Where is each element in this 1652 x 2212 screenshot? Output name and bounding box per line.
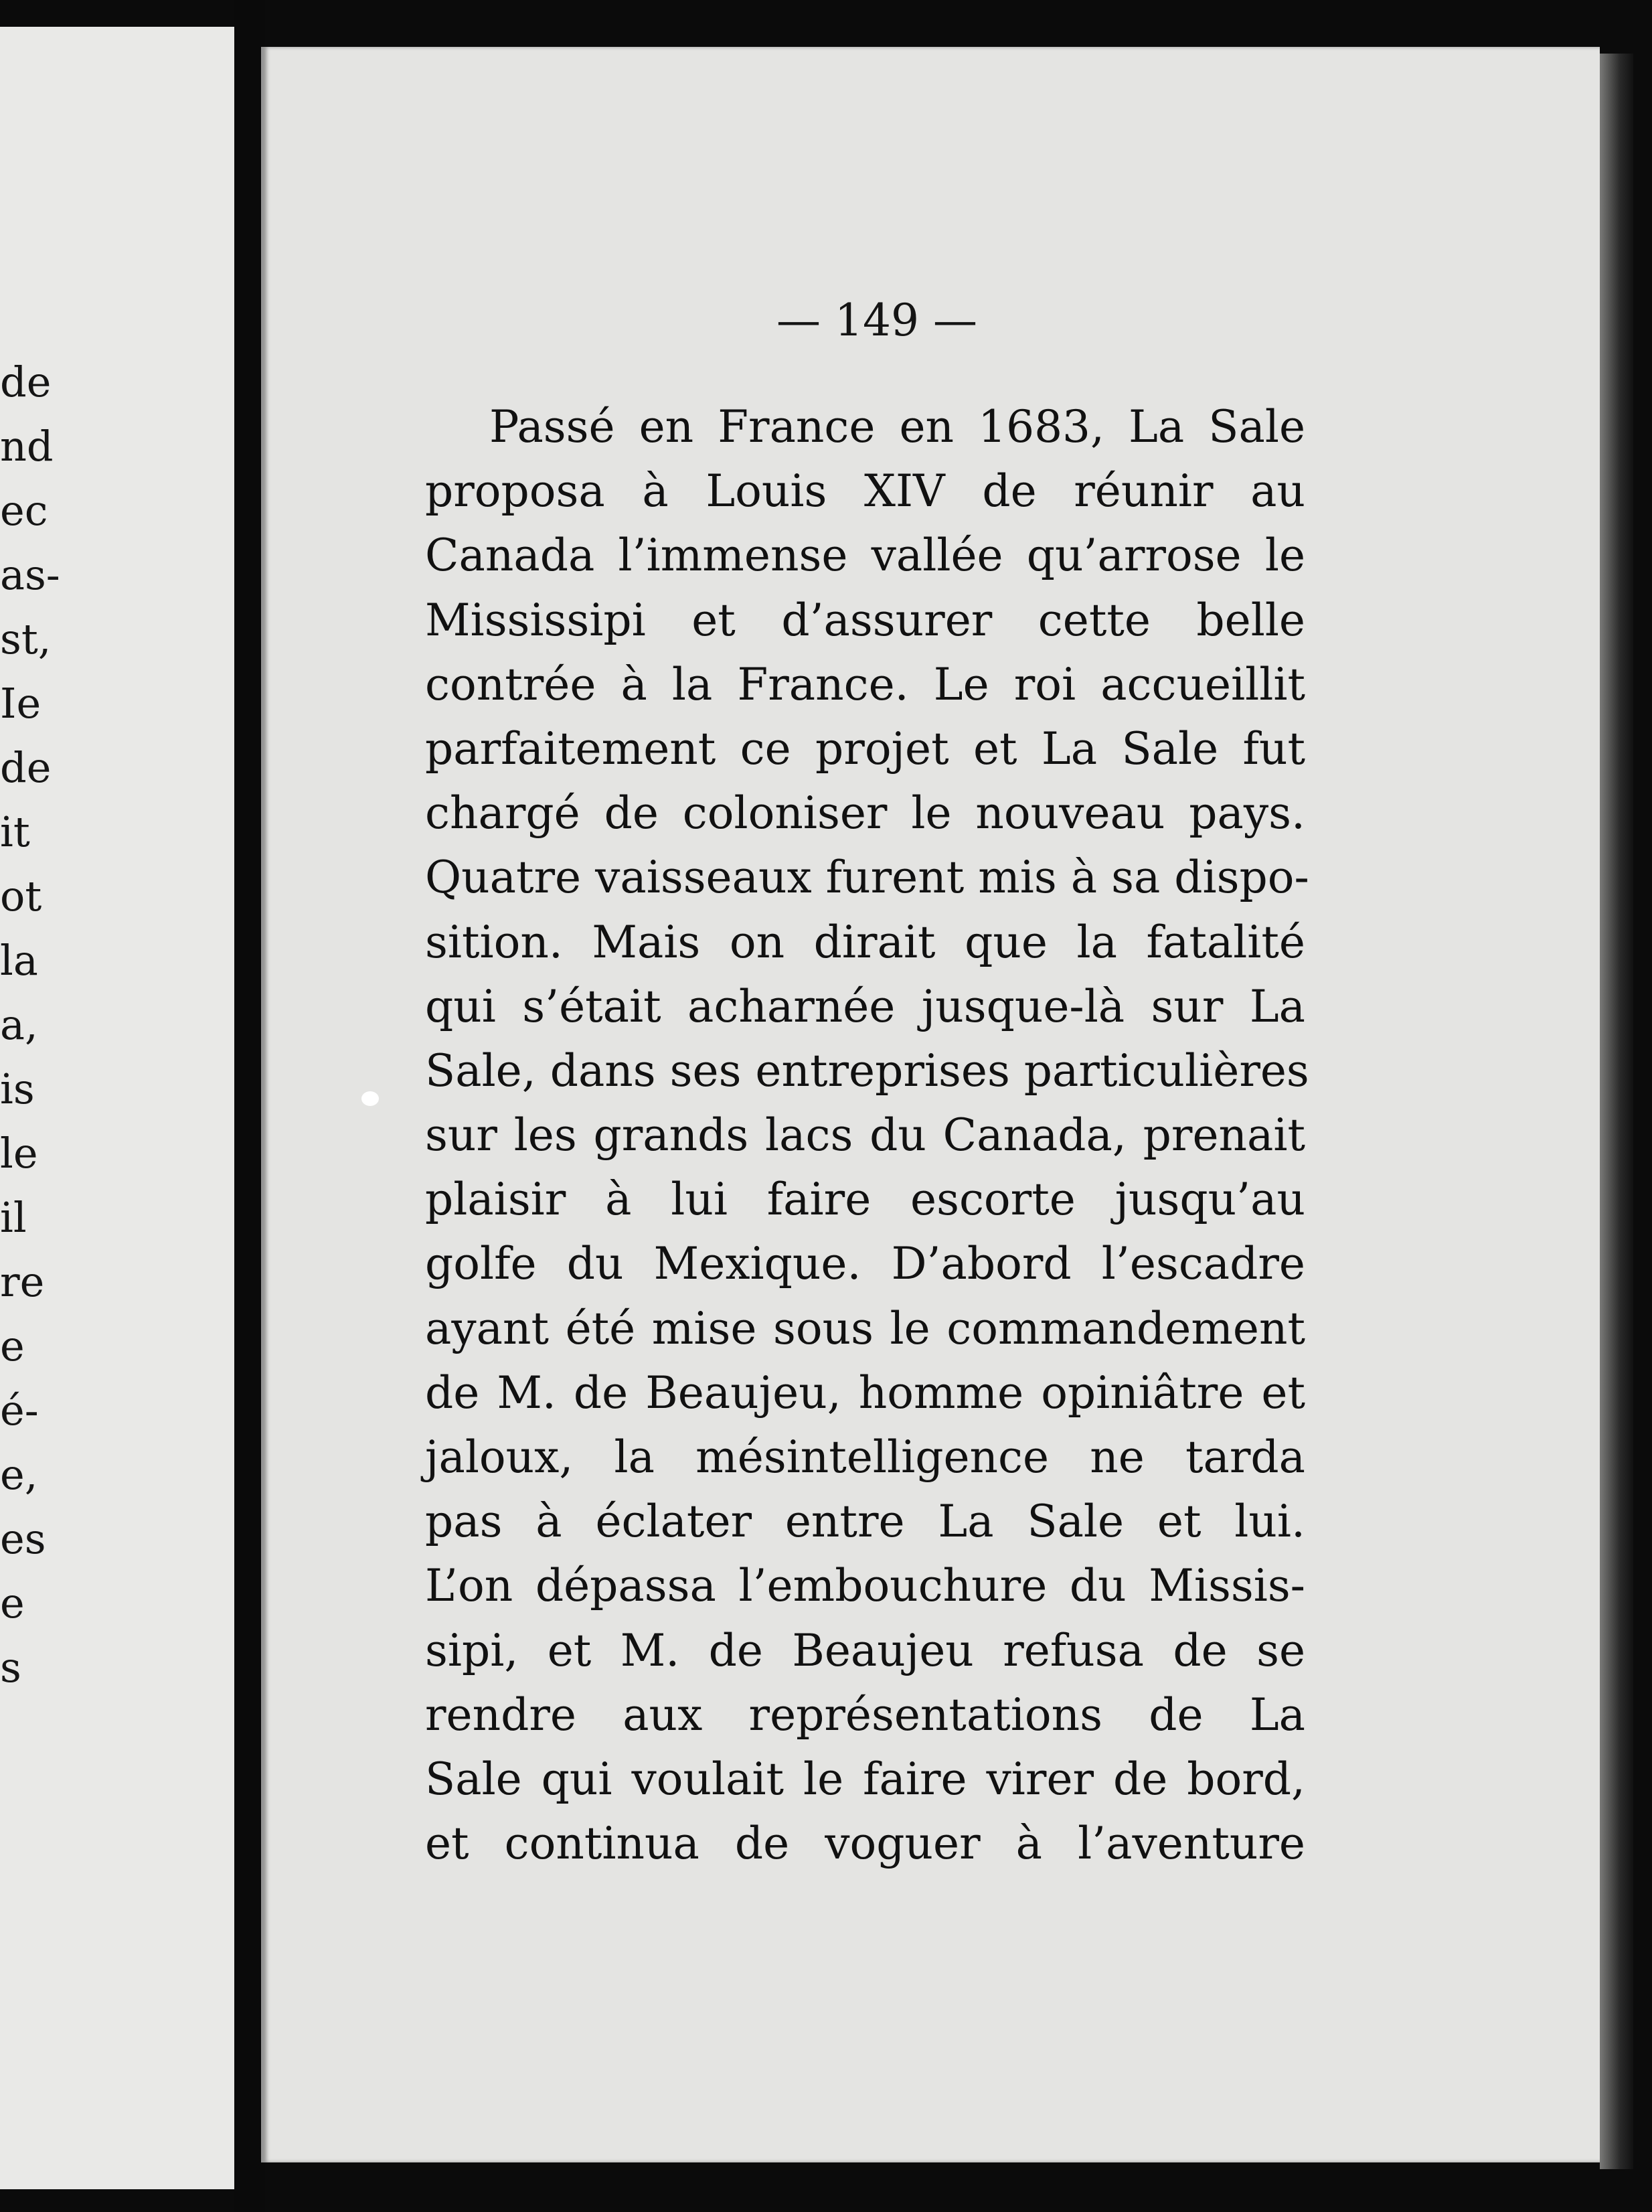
scan-speck (361, 1091, 379, 1106)
left-page-fragment: é- (0, 1386, 39, 1435)
body-text (425, 395, 1309, 1876)
left-page-fragment: it (0, 807, 30, 856)
text-line: rendre aux représentations de La (425, 1688, 1305, 1741)
left-page-fragment: e (0, 1322, 25, 1370)
left-page-fragment: re (0, 1257, 45, 1306)
text-line: qui s’était acharnée jusque-là sur La (425, 980, 1305, 1032)
text-line: L’on dépassa l’embouchure du Missis- (425, 1560, 1305, 1612)
text-line: contrée à la France. Le roi accueillit (425, 658, 1305, 710)
left-page-fragment: ot (0, 872, 42, 921)
page-number: — 149 — (776, 295, 977, 346)
text-line: sipi, et M. de Beaujeu refusa de se (425, 1624, 1305, 1676)
page-edge (1600, 54, 1633, 2169)
left-facing-page (0, 27, 234, 2189)
text-line: proposa à Louis XIV de réunir au (425, 465, 1305, 518)
left-page-fragment: Ie (0, 679, 42, 728)
text-line: Canada l’immense vallée qu’arrose le (425, 530, 1305, 582)
left-page-fragment: de (0, 358, 52, 406)
left-page-fragment: a, (0, 1000, 38, 1049)
text-line: parfaitement ce projet et La Sale fut (425, 722, 1305, 775)
text-line: Quatre vaisseaux furent mis à sa dispo- (425, 852, 1309, 904)
left-page-fragment: st, (0, 615, 52, 663)
text-line: Sale qui voulait le faire virer de bord, (425, 1753, 1305, 1805)
text-line: Sale, dans ses entreprises particulières (425, 1044, 1309, 1097)
left-page-fragment: e (0, 1579, 25, 1628)
left-page-fragment: is (0, 1064, 35, 1113)
left-page-fragment: as- (0, 550, 60, 599)
text-line: plaisir à lui faire escorte jusqu’au (425, 1174, 1305, 1226)
text-line: pas à éclater entre La Sale et lui. (425, 1496, 1305, 1548)
left-page-fragment: s (0, 1643, 21, 1692)
text-line: sition. Mais on dirait que la fatalité (425, 916, 1305, 968)
left-page-fragment: il (0, 1193, 27, 1242)
text-line: ayant été mise sous le commandement (425, 1302, 1305, 1354)
text-line: sur les grands lacs du Canada, prenait (425, 1109, 1305, 1162)
text-line: et continua de voguer à l’aventure (425, 1818, 1305, 1870)
left-page-fragment: nd (0, 422, 54, 471)
left-page-fragment: le (0, 1129, 38, 1178)
left-page-fragment: de (0, 743, 52, 792)
text-line: Passé en France en 1683, La Sale (489, 401, 1305, 453)
left-page-fragment: e, (0, 1450, 38, 1499)
text-line: Mississipi et d’assurer cette belle (425, 594, 1305, 646)
text-line: de M. de Beaujeu, homme opiniâtre et (425, 1366, 1305, 1419)
left-page-fragment: ec (0, 486, 48, 535)
left-page-fragment: es (0, 1514, 46, 1563)
left-page-fragment: la (0, 936, 38, 985)
text-line: golfe du Mexique. D’abord l’escadre (425, 1238, 1305, 1290)
text-line: jaloux, la mésintelligence ne tarda (425, 1431, 1305, 1483)
text-line: chargé de coloniser le nouveau pays. (425, 787, 1305, 840)
